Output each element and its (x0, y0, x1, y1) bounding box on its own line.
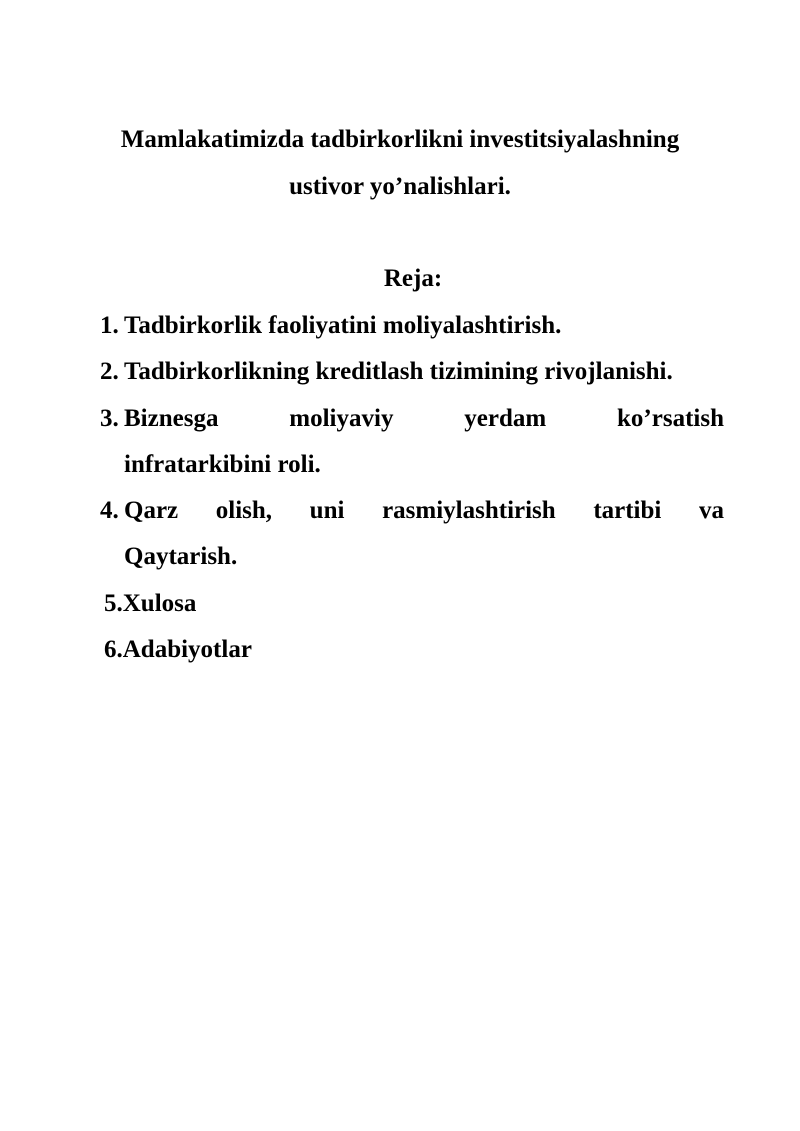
plan-item-2 (100, 357, 724, 387)
plan-item-word: uni (309, 497, 345, 524)
plan-item-4 (100, 496, 724, 526)
plan-item-number: 3. (100, 405, 119, 432)
plan-item-number: 4. (100, 497, 119, 524)
plan-item-word: olish, (215, 497, 273, 524)
plan-item-word: yerdam (464, 405, 547, 432)
plan-heading: Reja: (383, 265, 443, 292)
plan-item-6: 6.Adabiyotlar (104, 636, 252, 663)
plan-item-number: 1. (100, 312, 119, 339)
plan-item-3 (100, 404, 724, 434)
plan-item-word: rasmiylashtirish (382, 497, 556, 524)
plan-item-word: ko’rsatish (617, 405, 724, 432)
plan-item-text-line (124, 496, 724, 526)
plan-item-word: va (698, 497, 724, 524)
document-title-line-2: ustivor yo’nalishlari. (289, 173, 511, 200)
plan-item-text: Tadbirkorlik faoliyatini moliyalashtirish. (124, 312, 562, 339)
plan-item-word: Biznesga (124, 405, 219, 432)
plan-item-word: moliyaviy (289, 405, 394, 432)
plan-item-4-continuation: Qaytarish. (124, 543, 238, 570)
plan-item-number: 2. (100, 358, 119, 385)
plan-item-3-continuation: infratarkibini roli. (124, 451, 321, 478)
plan-item-5: 5.Xulosa (104, 590, 197, 617)
plan-item-text: Tadbirkorlikning kreditlash tizimining rivojlanishi. (124, 358, 673, 385)
plan-item-text-line (124, 404, 724, 434)
document-title-line-1: Mamlakatimizda tadbirkorlikni investitsiyalashning (120, 126, 680, 153)
plan-item-word: tartibi (593, 497, 662, 524)
plan-item-1 (100, 311, 724, 341)
plan-item-word: Qarz (124, 497, 179, 524)
